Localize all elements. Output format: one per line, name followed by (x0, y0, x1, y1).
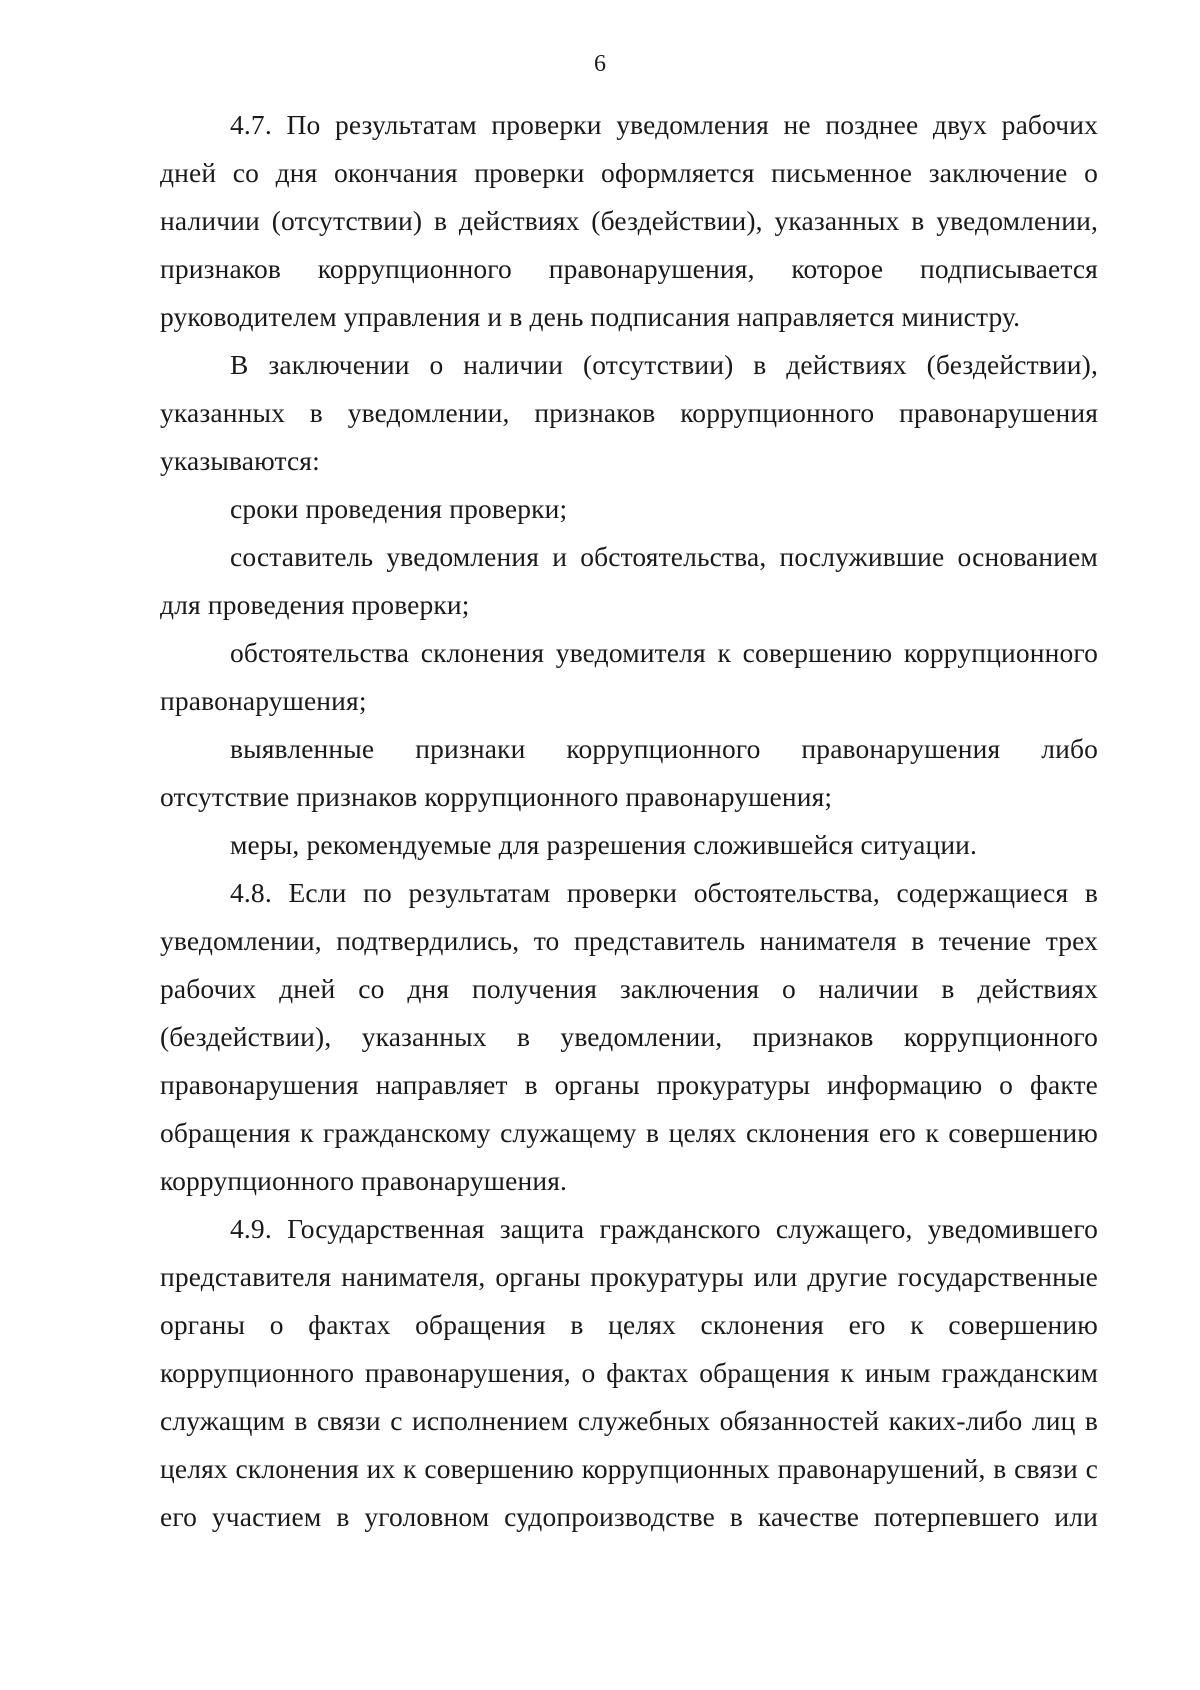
paragraph-conclusion-contents: В заключении о наличии (отсутствии) в действиях (бездействии), указанных в уведомлении, признаков коррупционного правонарушения указываются: (160, 349, 1098, 476)
paragraph-4-8: 4.8. Если по результатам проверки обстоятельства, содержащиеся в уведомлении, подтвердились, то представитель нанимателя в течение трех рабочих дней со дня получения заключения о наличии в действиях (бездействии), указанных в уведомлении, признаков коррупционного правонарушения направляет в органы прокуратуры информацию о факте обращения к гражданскому служащему в целях склонения его к совершению коррупционного правонарушения. (160, 877, 1098, 1196)
paragraph-4-7: 4.7. По результатам проверки уведомления не позднее двух рабочих дней со дня окончания проверки оформляется письменное заключение о наличии (отсутствии) в действиях (бездействии), указанных в уведомлении, признаков коррупционного правонарушения, которое подписывается руководителем управления и в день подписания направляется министру. (160, 109, 1098, 332)
list-item-notification-author: составитель уведомления и обстоятельства, послужившие основанием для проведения проверки; (160, 541, 1098, 620)
list-item-inspection-dates: сроки проведения проверки; (230, 493, 568, 524)
page-number: 6 (594, 51, 606, 77)
list-item-identified-signs: выявленные признаки коррупционного правонарушения либо отсутствие признаков коррупционного правонарушения; (160, 733, 1098, 812)
document-body (160, 101, 1098, 1541)
list-item-recommended-measures: меры, рекомендуемые для разрешения сложившейся ситуации. (230, 829, 978, 860)
paragraph-4-9: 4.9. Государственная защита гражданского служащего, уведомившего представителя нанимателя, органы прокуратуры или другие государственные органы о фактах обращения в целях склонения его к совершению коррупционного правонарушения, о фактах обращения к иным гражданским служащим в связи с исполнением служебных обязанностей каких-либо лиц в целях склонения их к совершению коррупционных правонарушений, в связи с его участием в уголовном судопроизводстве в качестве потерпевшего или (160, 1213, 1098, 1532)
list-item-inducement-circumstances: обстоятельства склонения уведомителя к совершению коррупционного правонарушения; (160, 637, 1098, 716)
